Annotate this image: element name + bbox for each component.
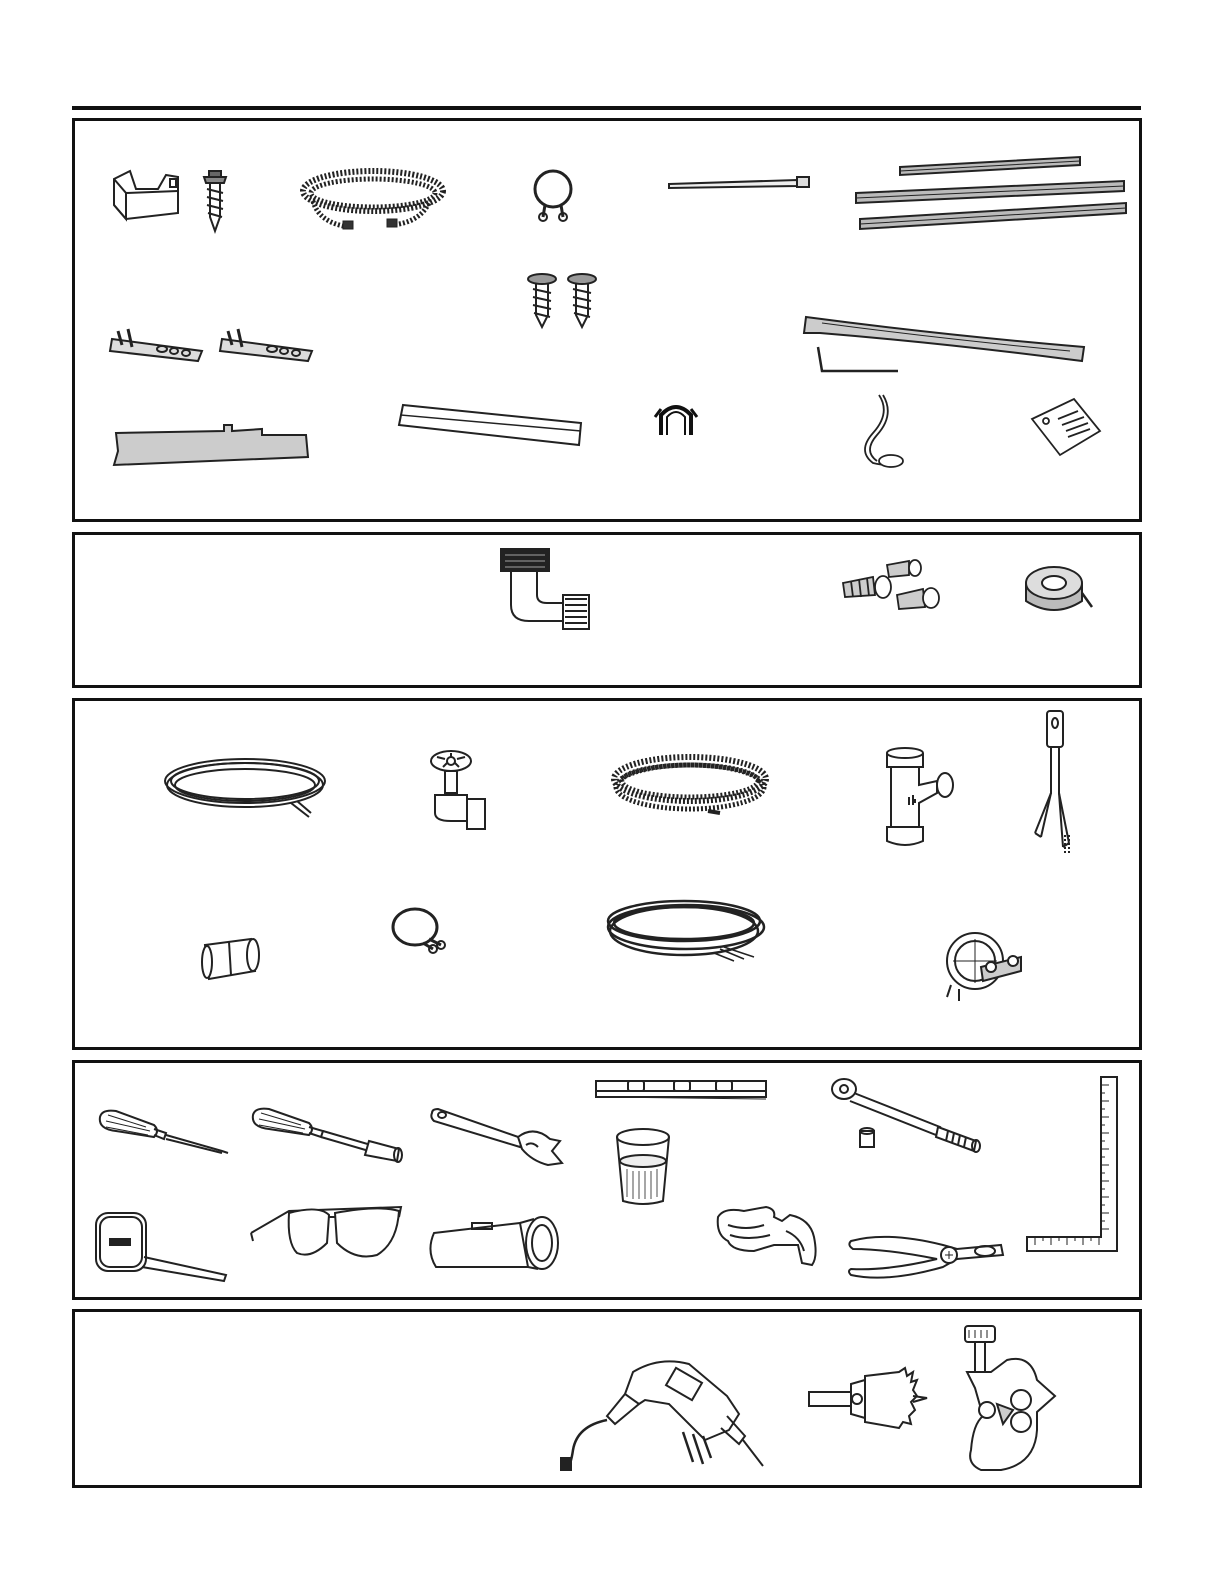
adjustable-wrench-icon (428, 1107, 566, 1169)
power-cord-icon (1021, 707, 1081, 857)
optional-tools-panel (72, 1309, 1142, 1488)
shutoff-valve-icon (425, 747, 491, 833)
wire-nuts-icon (839, 557, 943, 623)
screw-icon (200, 169, 230, 233)
header-rule (72, 106, 1141, 110)
hose-clamp-icon (531, 165, 575, 223)
cable-tie-icon (667, 175, 813, 191)
trim-strips-icon (854, 155, 1128, 231)
pipe-coupling-icon (199, 935, 263, 983)
hose-clip-icon (653, 399, 699, 437)
carpenters-square-icon (1025, 1075, 1119, 1253)
pan-of-water-icon (613, 1127, 673, 1207)
hole-saw-icon (805, 1364, 931, 1434)
flashlight-icon (424, 1213, 564, 1277)
parts-supplied-panel (72, 118, 1142, 522)
safety-glasses-icon (249, 1203, 405, 1273)
spacer-block-icon (397, 401, 585, 449)
elbow-fitting-icon (497, 547, 593, 635)
mounting-screws-icon (524, 271, 604, 329)
copper-tubing-coil-icon (161, 755, 331, 821)
parts-bagged-panel (72, 532, 1142, 688)
phillips-screwdriver-icon (96, 1107, 232, 1157)
electrical-cable-coil-icon (604, 897, 770, 967)
tape-measure-icon (92, 1205, 230, 1283)
drain-tee-icon (883, 745, 957, 849)
tools-panel (72, 1060, 1142, 1300)
mounting-bracket-icon (108, 167, 188, 233)
ratchet-and-socket-icon (828, 1075, 984, 1155)
door-handle-icon (802, 309, 1088, 375)
gloves-icon (714, 1205, 822, 1273)
toe-kick-plate-icon (112, 421, 312, 469)
electric-drill-icon (559, 1354, 771, 1474)
hose-clamp-icon (389, 905, 447, 959)
side-brackets-icon (108, 325, 316, 363)
foil-tape-icon (1018, 563, 1094, 617)
braided-hose-coil-icon (608, 751, 772, 821)
junction-box-strain-relief-icon (941, 923, 1025, 1003)
pliers-icon (847, 1227, 1007, 1287)
materials-panel (72, 698, 1142, 1050)
literature-sheet-icon (1028, 397, 1104, 459)
braided-water-line-icon (299, 167, 447, 231)
anti-tip-strap-icon (855, 391, 911, 473)
level-icon (594, 1077, 768, 1103)
tubing-cutter-icon (957, 1324, 1061, 1474)
nut-driver-icon (249, 1105, 405, 1165)
